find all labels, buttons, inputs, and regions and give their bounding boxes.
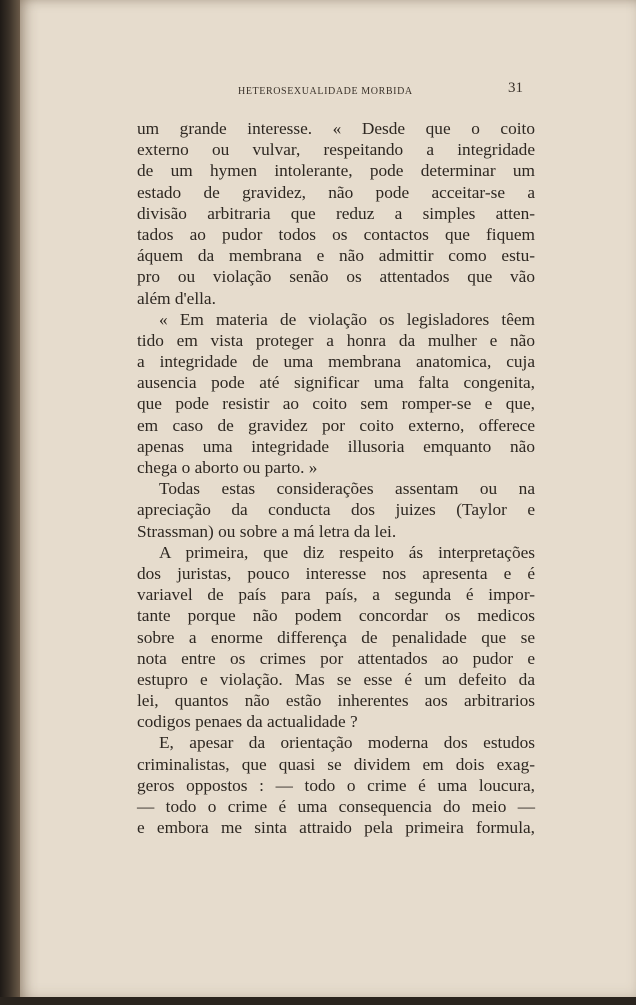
page-bottom-edge xyxy=(0,997,636,1005)
body-text xyxy=(137,118,535,838)
book-gutter xyxy=(0,0,20,1005)
text-line: tados ao pudor todos os contactos que fiquem xyxy=(137,224,535,244)
text-line: apenas uma integridade illusoria emquanto não xyxy=(137,436,535,456)
text-line: externo ou vulvar, respeitando a integridade xyxy=(137,140,535,160)
text-line: chega o aborto ou parto. » xyxy=(137,458,318,477)
text-line: — todo o crime é uma consequencia do meio — xyxy=(137,797,535,816)
text-line: e embora me sinta attraido pela primeira formula, xyxy=(137,818,535,838)
text-line: apreciação da conducta dos juizes (Taylor e xyxy=(137,500,535,520)
text-line: sobre a enorme differença de penalidade que se xyxy=(137,627,535,647)
text-line: tante porque não podem concordar os medicos xyxy=(137,606,535,626)
text-line: estado de gravidez, não pode acceitar-se a xyxy=(137,182,535,202)
text-line: tido em vista proteger a honra da mulher e não xyxy=(137,330,535,350)
text-line: nota entre os crimes por attentados ao pudor e xyxy=(137,648,535,668)
page-number: 31 xyxy=(508,80,523,96)
text-line: A primeira, que diz respeito ás interpretações xyxy=(159,542,535,562)
text-line: que pode resistir ao coito sem romper-se e que, xyxy=(137,394,535,414)
text-line: geros oppostos : — todo o crime é uma loucura, xyxy=(137,775,535,795)
text-line: lei, quantos não estão inherentes aos arbitrarios xyxy=(137,691,535,711)
book-page xyxy=(20,0,636,1005)
text-line: variavel de país para país, a segunda é impor- xyxy=(137,585,535,605)
text-line: pro ou violação senão os attentados que vão xyxy=(137,267,535,287)
text-line: divisão arbitraria que reduz a simples atten- xyxy=(137,203,535,223)
text-line: E, apesar da orientação moderna dos estudos xyxy=(159,733,535,753)
text-line: um grande interesse. « Desde que o coito xyxy=(137,119,535,138)
text-line: Strassman) ou sobre a má letra da lei. xyxy=(137,521,397,541)
text-line: em caso de gravidez por coito externo, offerece xyxy=(137,415,535,435)
text-line: dos juristas, pouco interesse nos apresenta e é xyxy=(137,563,535,583)
text-line: codigos penaes da actualidade ? xyxy=(137,712,358,732)
text-line: estupro e violação. Mas se esse é um defeito da xyxy=(137,669,535,689)
text-line: além d'ella. xyxy=(137,288,216,308)
text-line: criminalistas, que quasi se dividem em dois exag- xyxy=(137,754,535,774)
text-line: « Em materia de violação os legisladores têem xyxy=(159,309,535,329)
text-line: áquem da membrana e não admittir como estu- xyxy=(137,246,535,266)
text-line: a integridade de uma membrana anatomica, cuja xyxy=(137,352,535,372)
text-line: ausencia pode até significar uma falta congenita, xyxy=(137,373,535,393)
running-head: HETEROSEXUALIDADE MORBIDA xyxy=(238,86,413,97)
text-line: de um hymen intolerante, pode determinar um xyxy=(137,161,535,181)
text-line: Todas estas considerações assentam ou na xyxy=(159,479,535,499)
